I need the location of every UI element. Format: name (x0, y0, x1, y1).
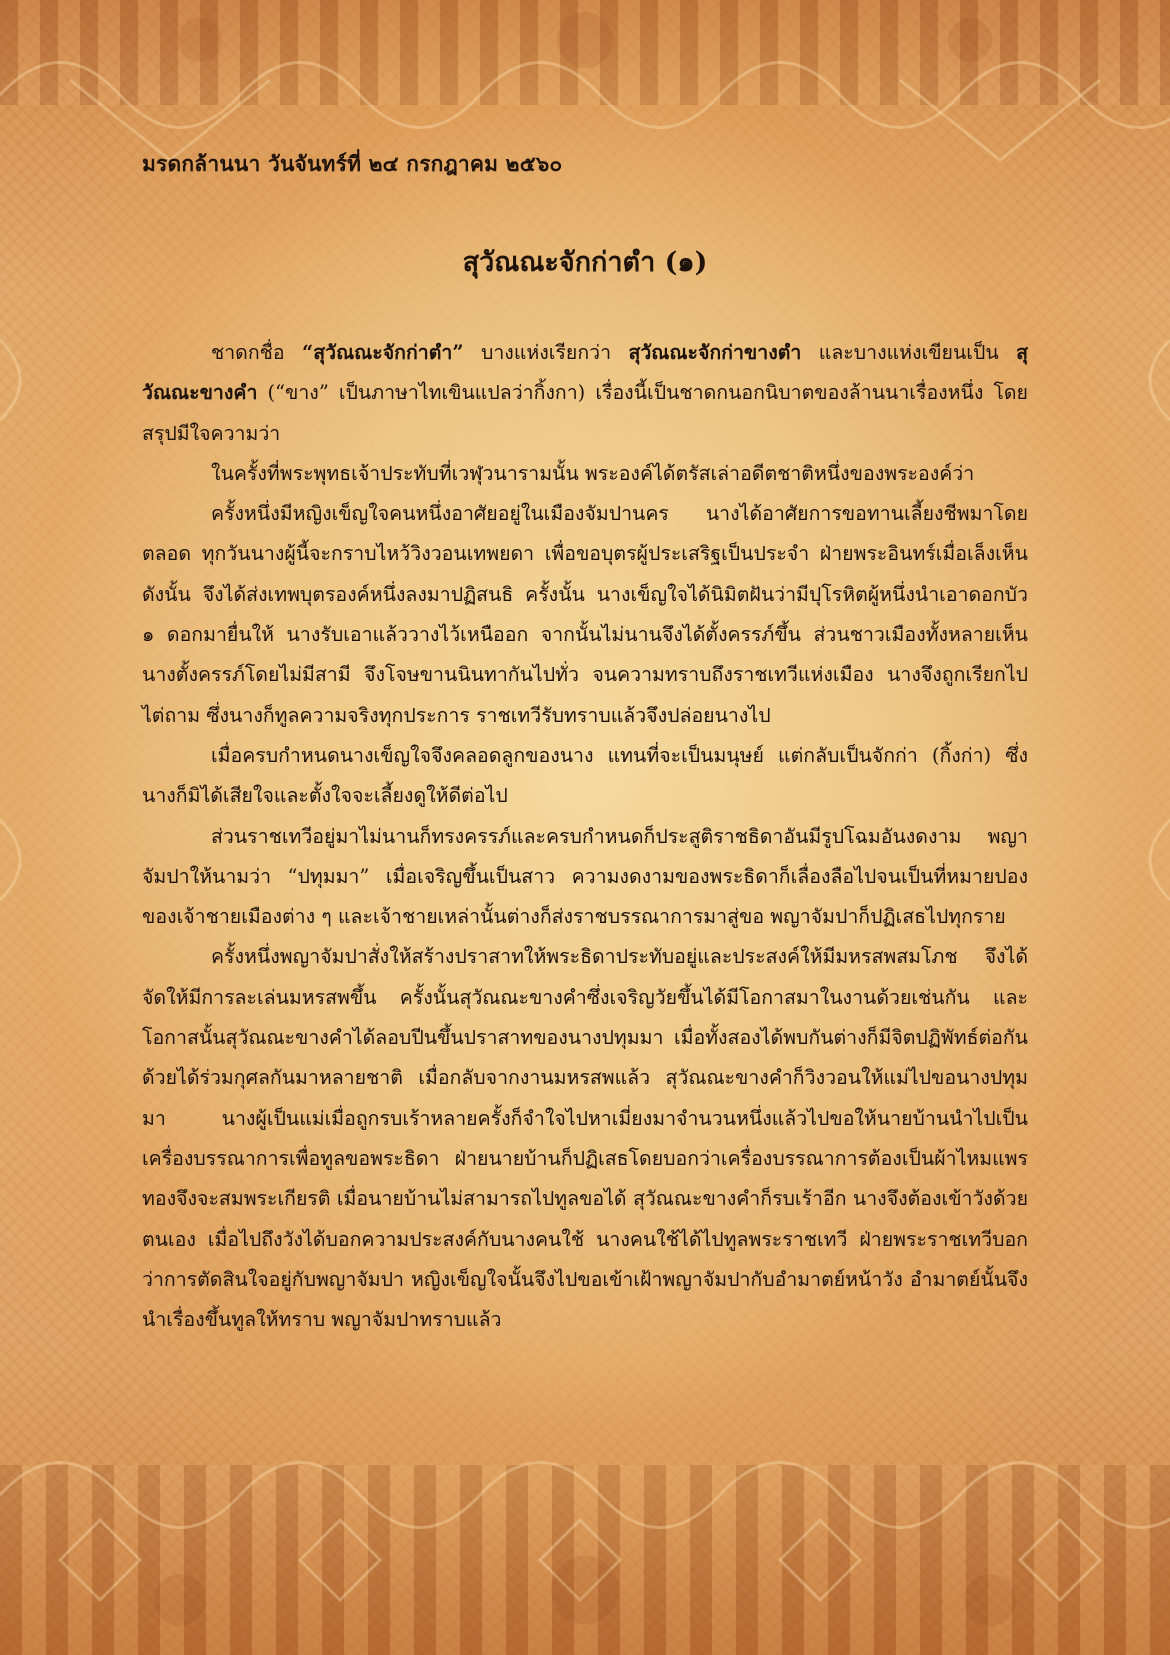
paragraph (142, 333, 1028, 454)
text-run: ครั้งหนึ่งพญาจัมปาสั่งให้สร้างปราสาทให้พระธิดาประทับอยู่และประสงค์ให้มีมหรสพสมโภช จึงได้จัดให้มีการละเล่นมหรสพขึ้น ครั้งนั้นสุวัณณะขางคำซึ่งเจริญวัยขึ้นได้มีโอกาสมาในงานด้วยเช่นกัน และโอกาสนั้นสุวัณณะขางคำได้ลอบปีนขึ้นปราสาทของนางปทุมมา เมื่อทั้งสองได้พบกันต่างก็มีจิตปฏิพัทธ์ต่อกันด้วยได้ร่วมกุศลกันมาหลายชาติ เมื่อกลับจากงานมหรสพแล้ว สุวัณณะขางคำก็วิงวอนให้แม่ไปขอนางปทุมมา นางผู้เป็นแม่เมื่อถูกรบเร้าหลายครั้งก็จำใจไปหาเมี่ยงมาจำนวนหนึ่งแล้วไปขอให้นายบ้านนำไปเป็นเครื่องบรรณาการเพื่อทูลขอพระธิดา ฝ่ายนายบ้านก็ปฏิเสธโดยบอกว่าเครื่องบรรณาการต้องเป็นผ้าไหมแพรทองจึงจะสมพระเกียรติ เมื่อนายบ้านไม่สามารถไปทูลขอได้ สุวัณณะขางคำก็รบเร้าอีก นางจึงต้องเข้าวังด้วยตนเอง เมื่อไปถึงวังได้บอกความประสงค์กับนางคนใช้ นางคนใช้ได้ไปทูลพระราชเทวี ฝ่ายพระราชเทวีบอกว่าการตัดสินใจอยู่กับพญาจัมปา หญิงเข็ญใจนั้นจึงไปขอเข้าเฝ้าพญาจัมปากับอำมาตย์หน้าวัง อำมาตย์นั้นจึงนำเรื่องขึ้นทูลให้ทราบ พญาจัมปาทราบแล้ว (142, 945, 1028, 1332)
text-run: ส่วนราชเทวีอยู่มาไม่นานก็ทรงครรภ์และครบกำหนดก็ประสูติราชธิดาอันมีรูปโฉมอันงดงาม พญาจัมปาให้นามว่า “ปทุมมา” เมื่อเจริญขึ้นเป็นสาว ความงดงามของพระธิดาก็เลื่องลือไปจนเป็นที่หมายปองของเจ้าชายเมืองต่าง ๆ และเจ้าชายเหล่านั้นต่างก็ส่งราชบรรณาการมาสู่ขอ พญาจัมปาก็ปฏิเสธไปทุกราย (142, 824, 1028, 929)
paragraph (142, 937, 1028, 1340)
text-run: ครั้งหนึ่งมีหญิงเข็ญใจคนหนึ่งอาศัยอยู่ในเมืองจัมปานคร นางได้อาศัยการขอทานเลี้ยงชีพมาโดยตลอด ทุกวันนางผู้นี้จะกราบไหว้วิงวอนเทพยดา เพื่อขอบุตรผู้ประเสริฐเป็นประจำ ฝ่ายพระอินทร์เมื่อเล็งเห็นดังนั้น จึงได้ส่งเทพบุตรองค์หนึ่งลงมาปฏิสนธิ ครั้งนั้น นางเข็ญใจได้นิมิตฝันว่ามีปุโรหิตผู้หนึ่งนำเอาดอกบัว ๑ ดอกมายื่นให้ นางรับเอาแล้ววางไว้เหนืออก จากนั้นไม่นานจึงได้ตั้งครรภ์ขึ้น ส่วนชาวเมืองทั้งหลายเห็นนางตั้งครรภ์โดยไม่มีสามี จึงโจษขานนินทากันไปทั่ว จนความทราบถึงราชเทวีแห่งเมือง นางจึงถูกเรียกไปไต่ถาม ซึ่งนางก็ทูลความจริงทุกประการ ราชเทวีรับทราบแล้วจึงปล่อยนางไป (142, 502, 1028, 727)
article-body (142, 333, 1028, 1340)
page-header: มรดกล้านนา วันจันทร์ที่ ๒๔ กรกฎาคม ๒๕๖๐ (142, 151, 563, 176)
bold-text: “สุวัณณะจักก่าตำ” (302, 341, 464, 364)
text-run: เมื่อครบกำหนดนางเข็ญใจจึงคลอดลูกของนาง แทนที่จะเป็นมนุษย์ แต่กลับเป็นจักก่า (กิ้งก่า) ซึ่งนางก็มิได้เสียใจและตั้งใจจะเลี้ยงดูให้ดีต่อไป (142, 743, 1028, 808)
text-run: บางแห่งเรียกว่า (463, 341, 629, 364)
paragraph (142, 736, 1028, 817)
bold-text: สุวัณณะจักก่าขางตำ (628, 341, 802, 364)
paragraph (142, 494, 1028, 736)
text-run: ในครั้งที่พระพุทธเจ้าประทับที่เวฬุวนารามนั้น พระองค์ได้ตรัสเล่าอดีตชาติหนึ่งของพระองค์ว่า (211, 461, 975, 485)
paragraph (142, 454, 1028, 494)
text-run: (“ขาง” เป็นภาษาไทเขินแปลว่ากิ้งกา) เรื่องนี้เป็นชาดกนอกนิบาตของล้านนาเรื่องหนึ่ง โดยสรุปมีใจความว่า (142, 381, 1028, 445)
paragraph (142, 817, 1028, 938)
text-run: และบางแห่งเขียนเป็น (801, 341, 1017, 364)
bold-text: สุวัณณะขางคำ (142, 341, 1028, 405)
text-run: ชาดกชื่อ (211, 341, 303, 364)
article-title: สุวัณณะจักก่าตำ (๑) (462, 247, 708, 278)
